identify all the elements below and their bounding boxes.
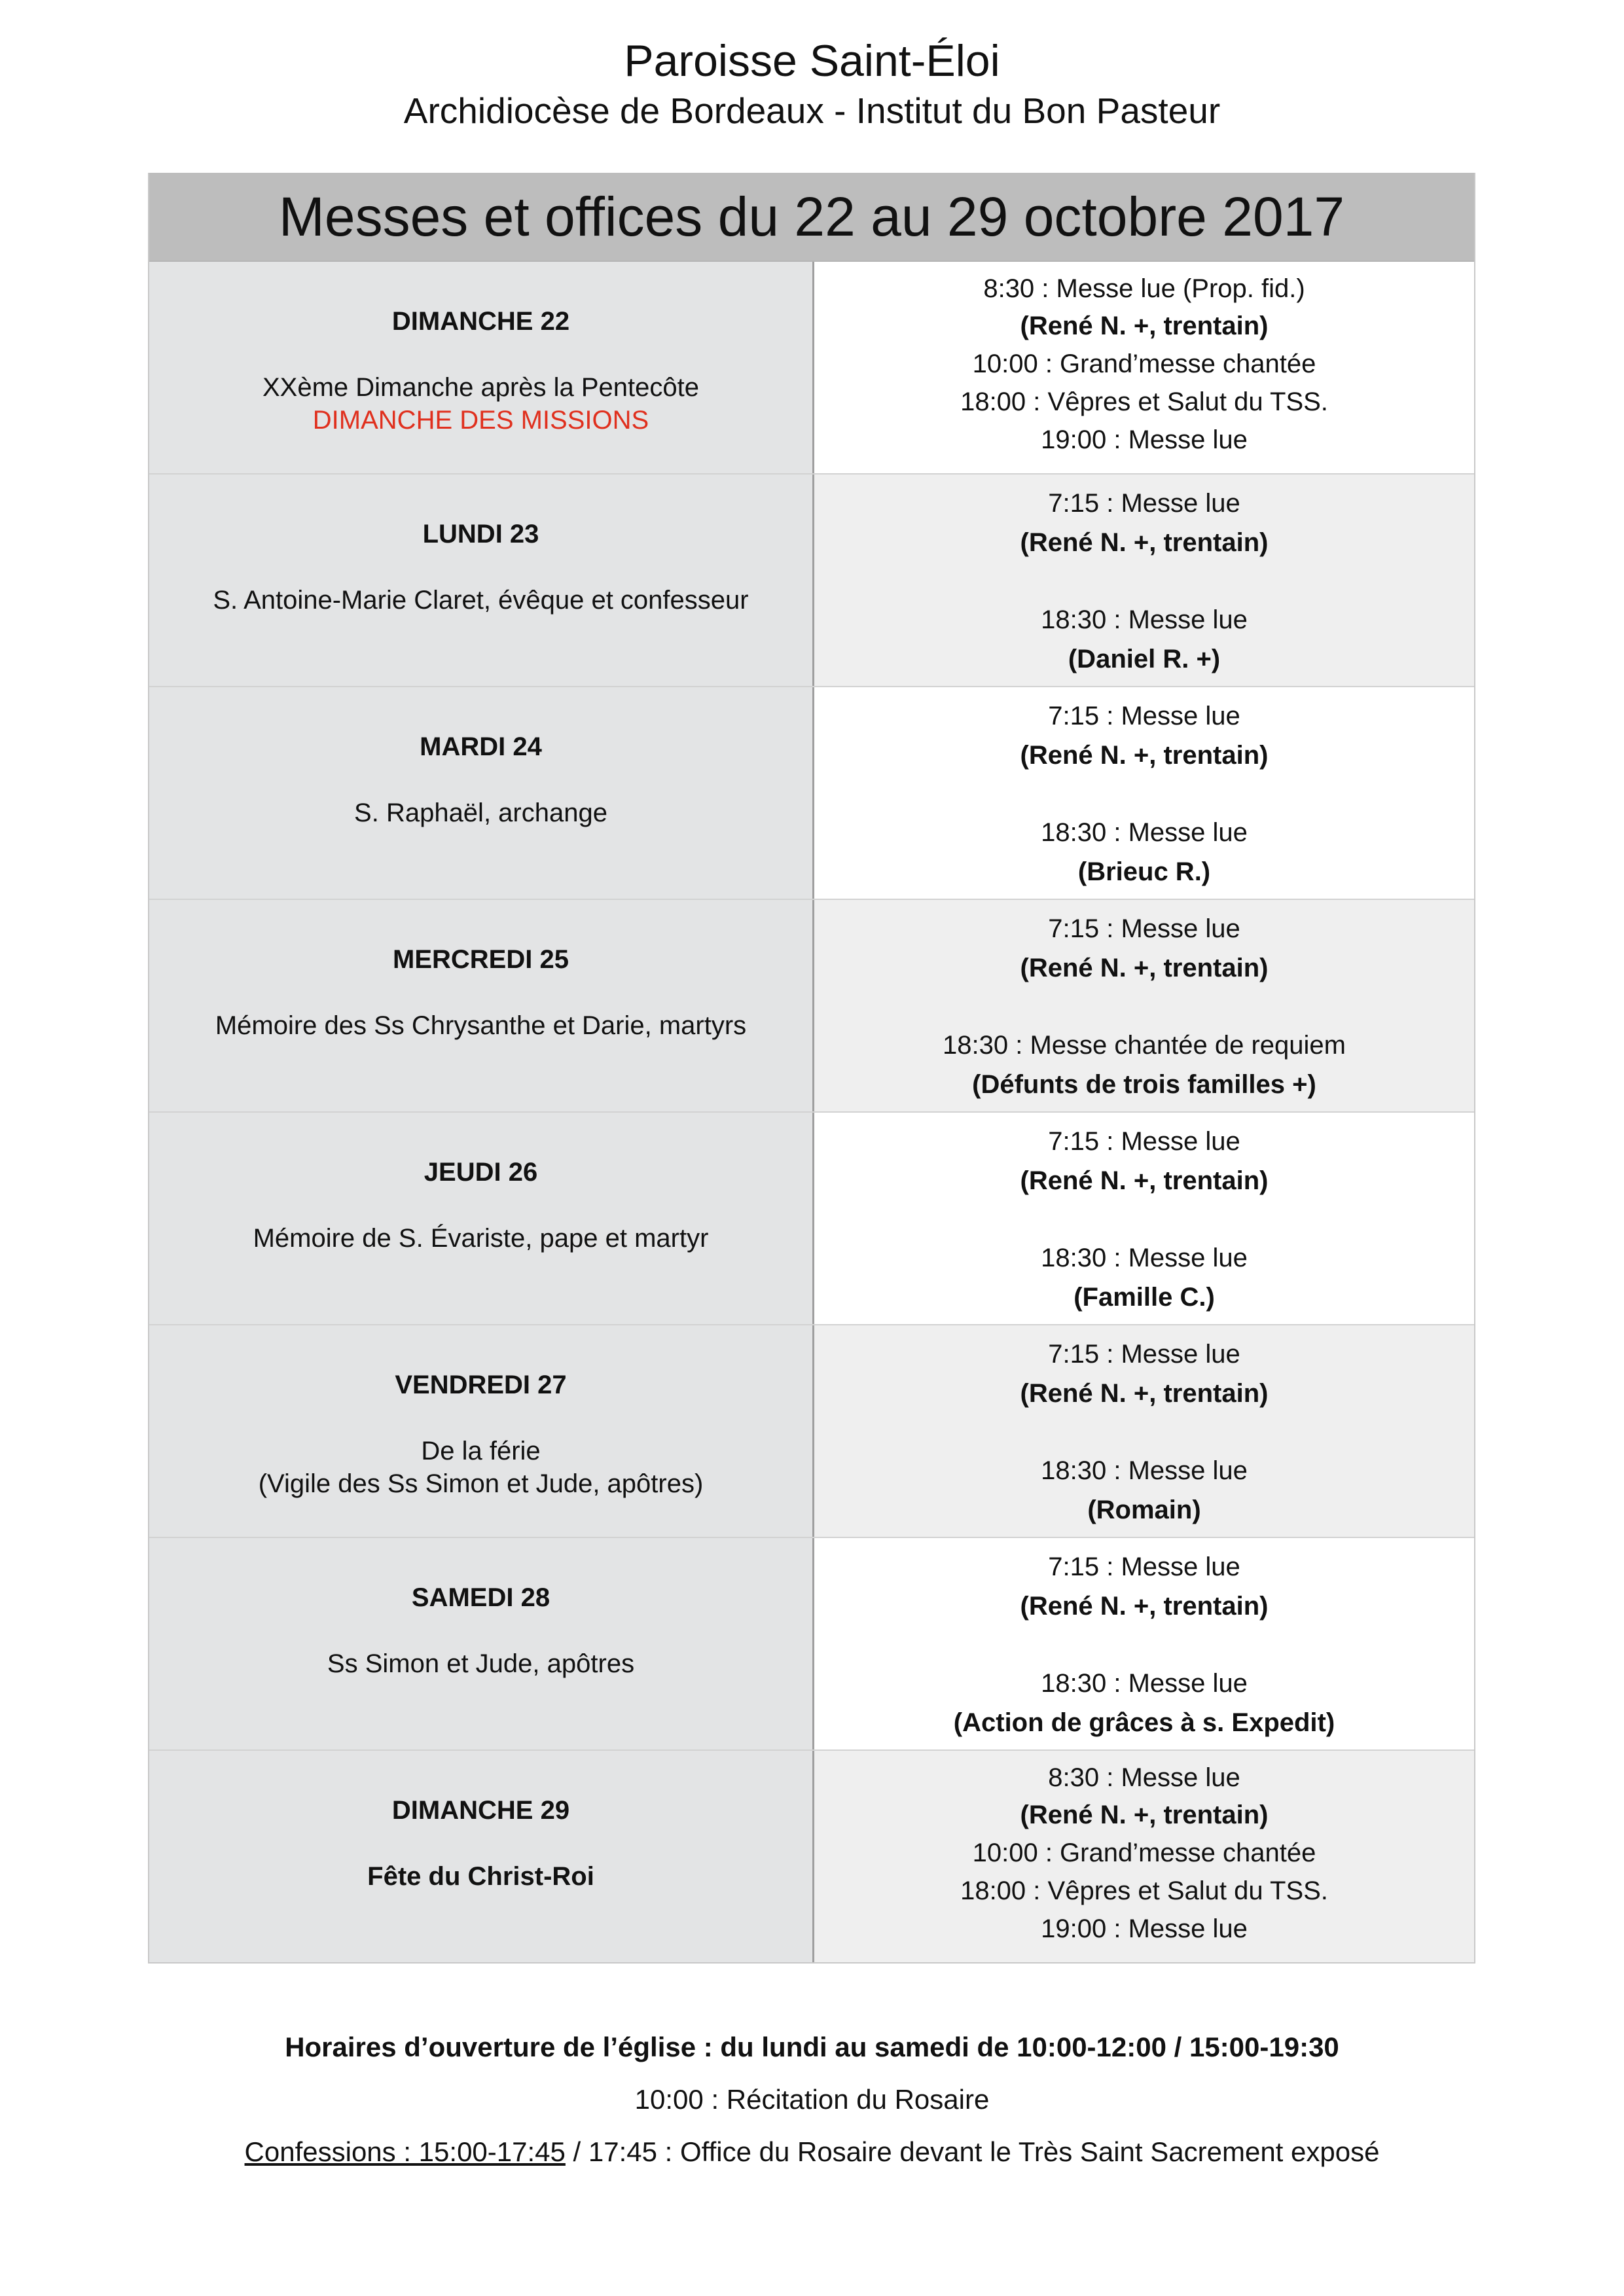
schedule-line: 7:15 : Messe lue <box>1048 1340 1240 1369</box>
day-note: (Vigile des Ss Simon et Jude, apôtres) <box>258 1469 704 1498</box>
schedule-line: 18:30 : Messe chantée de requiem <box>943 1031 1346 1060</box>
day-name: MERCREDI 25 <box>393 945 569 974</box>
schedule-line: 18:30 : Messe lue <box>1041 1456 1248 1485</box>
schedule-intention: (Romain) <box>1087 1496 1201 1524</box>
day-schedule-cell <box>814 475 1474 686</box>
day-schedule-cell <box>814 1751 1474 1962</box>
confessions-hours: Confessions : 15:00-17:45 <box>244 2136 566 2167</box>
schedule-line: 7:15 : Messe lue <box>1048 489 1240 518</box>
day-info-cell <box>149 1751 814 1962</box>
schedule-line: 10:00 : Grand’messe chantée <box>972 1839 1316 1867</box>
schedule-intention: (René N. +, trentain) <box>1020 1379 1269 1408</box>
day-row <box>149 900 1474 1113</box>
schedule-intention: (René N. +, trentain) <box>1020 528 1269 557</box>
day-feast: Ss Simon et Jude, apôtres <box>327 1649 635 1678</box>
confessions-line <box>0 2132 1624 2172</box>
schedule-line: 7:15 : Messe lue <box>1048 1127 1240 1156</box>
day-row <box>149 1538 1474 1751</box>
schedule-line: 10:00 : Grand’messe chantée <box>972 350 1316 378</box>
day-row <box>149 1113 1474 1325</box>
day-info-cell <box>149 687 814 899</box>
mass-schedule-table <box>148 173 1475 1964</box>
day-feast: S. Antoine-Marie Claret, évêque et confesseur <box>213 586 749 615</box>
schedule-line: 8:30 : Messe lue <box>1048 1763 1240 1792</box>
day-schedule-cell <box>814 1538 1474 1749</box>
day-name: VENDREDI 27 <box>395 1371 567 1399</box>
rosary-office: / 17:45 : Office du Rosaire devant le Très Saint Sacrement exposé <box>565 2136 1380 2167</box>
schedule-line: 18:30 : Messe lue <box>1041 1669 1248 1698</box>
day-schedule-cell <box>814 1113 1474 1324</box>
day-name: LUNDI 23 <box>422 520 539 548</box>
day-feast: S. Raphaël, archange <box>354 798 607 827</box>
day-info-cell <box>149 900 814 1111</box>
day-info-cell <box>149 262 814 473</box>
day-info-cell <box>149 1538 814 1749</box>
day-schedule-cell <box>814 1325 1474 1537</box>
schedule-intention: (René N. +, trentain) <box>1020 312 1269 340</box>
schedule-line: 19:00 : Messe lue <box>1041 1914 1248 1943</box>
schedule-intention: (René N. +, trentain) <box>1020 741 1269 770</box>
schedule-line: 18:30 : Messe lue <box>1041 605 1248 634</box>
schedule-line: 18:00 : Vêpres et Salut du TSS. <box>960 387 1328 416</box>
day-name: JEUDI 26 <box>424 1158 538 1187</box>
day-feast: XXème Dimanche après la Pentecôte <box>262 373 700 402</box>
schedule-line: 7:15 : Messe lue <box>1048 1552 1240 1581</box>
schedule-intention: (René N. +, trentain) <box>1020 1166 1269 1195</box>
day-feast: De la férie <box>421 1437 541 1465</box>
diocese-subtitle: Archidiocèse de Bordeaux - Institut du Bon Pasteur <box>403 90 1221 131</box>
day-info-cell <box>149 1325 814 1537</box>
schedule-intention: (Action de grâces à s. Expedit) <box>953 1708 1335 1737</box>
schedule-line: 18:30 : Messe lue <box>1041 818 1248 847</box>
day-name: DIMANCHE 29 <box>391 1796 570 1825</box>
day-feast: Mémoire des Ss Chrysanthe et Darie, martyrs <box>215 1011 747 1040</box>
schedule-line: 7:15 : Messe lue <box>1048 914 1240 943</box>
schedule-line: 8:30 : Messe lue (Prop. fid.) <box>983 274 1305 303</box>
day-name: MARDI 24 <box>420 732 542 761</box>
rosary-time: 10:00 : Récitation du Rosaire <box>634 2084 990 2115</box>
day-row <box>149 687 1474 900</box>
schedule-intention: (René N. +, trentain) <box>1020 1592 1269 1621</box>
day-row <box>149 1325 1474 1538</box>
day-schedule-cell <box>814 262 1474 473</box>
footer-info <box>0 2028 1624 2172</box>
day-info-cell <box>149 1113 814 1324</box>
schedule-intention: (René N. +, trentain) <box>1020 1801 1269 1829</box>
day-name: DIMANCHE 22 <box>391 307 570 336</box>
day-row <box>149 1751 1474 1964</box>
schedule-line: 19:00 : Messe lue <box>1041 425 1248 454</box>
opening-hours: Horaires d’ouverture de l’église : du lundi au samedi de 10:00-12:00 / 15:00-19:30 <box>285 2032 1339 2062</box>
page-header <box>0 33 1624 132</box>
day-feast: Mémoire de S. Évariste, pape et martyr <box>253 1224 709 1253</box>
schedule-intention: (Brieuc R.) <box>1077 857 1211 886</box>
schedule-intention: (Daniel R. +) <box>1068 645 1221 673</box>
schedule-intention: (René N. +, trentain) <box>1020 954 1269 982</box>
schedule-title: Messes et offices du 22 au 29 octobre 2017 <box>149 173 1474 262</box>
schedule-line: 18:00 : Vêpres et Salut du TSS. <box>960 1876 1328 1905</box>
day-row <box>149 262 1474 475</box>
day-schedule-cell <box>814 900 1474 1111</box>
day-feast: Fête du Christ-Roi <box>367 1862 594 1891</box>
schedule-intention: (Défunts de trois familles +) <box>972 1070 1316 1099</box>
schedule-line: 18:30 : Messe lue <box>1041 1244 1248 1272</box>
day-info-cell <box>149 475 814 686</box>
schedule-intention: (Famille C.) <box>1074 1283 1215 1312</box>
day-schedule-cell <box>814 687 1474 899</box>
day-name: SAMEDI 28 <box>411 1583 550 1612</box>
parish-name: Paroisse Saint-Éloi <box>624 36 1000 86</box>
day-note: DIMANCHE DES MISSIONS <box>312 406 649 435</box>
schedule-line: 7:15 : Messe lue <box>1048 702 1240 730</box>
day-row <box>149 475 1474 687</box>
